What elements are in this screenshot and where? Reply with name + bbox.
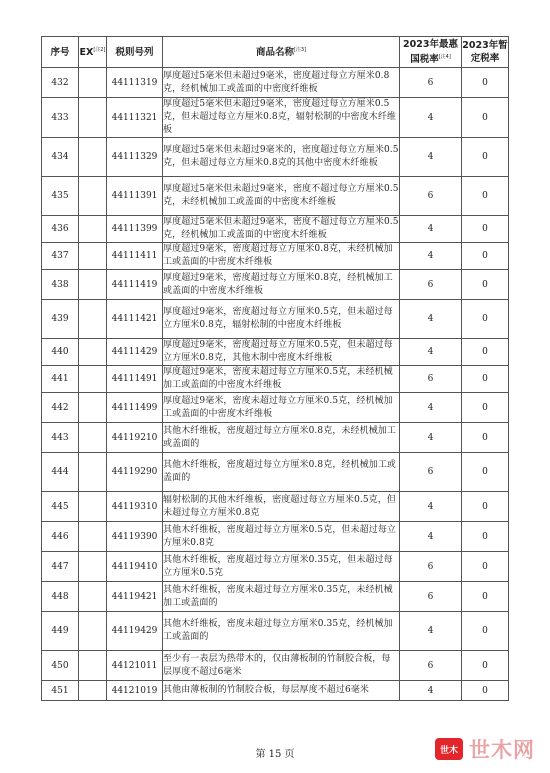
cell-code: 44111319 — [107, 68, 163, 98]
table-row — [42, 243, 509, 270]
table-row — [42, 138, 509, 177]
cell-mfn: 4 — [400, 522, 462, 552]
table-row — [42, 339, 509, 366]
cell-mfn: 4 — [400, 300, 462, 339]
table-row — [42, 216, 509, 243]
cell-ex — [79, 552, 107, 582]
cell-ex — [79, 582, 107, 612]
cell-ex — [79, 651, 107, 681]
cell-provisional: 0 — [462, 423, 509, 453]
cell-name: 其他由薄板制的竹制胶合板，每层厚度不超过6毫米 — [163, 681, 400, 701]
cell-provisional: 0 — [462, 651, 509, 681]
tariff-table — [41, 36, 509, 701]
cell-mfn: 4 — [400, 423, 462, 453]
cell-seq: 444 — [42, 453, 79, 492]
cell-ex — [79, 393, 107, 423]
cell-name: 其他木纤维板，密度超过每立方厘米0.8克，经机械加工或盖面的 — [163, 453, 400, 492]
cell-ex — [79, 681, 107, 701]
cell-mfn: 4 — [400, 138, 462, 177]
cell-ex — [79, 243, 107, 270]
cell-provisional: 0 — [462, 243, 509, 270]
cell-provisional: 0 — [462, 68, 509, 98]
table-row — [42, 492, 509, 522]
header-seq: 序号 — [42, 37, 79, 68]
cell-code: 44119290 — [107, 453, 163, 492]
cell-mfn: 4 — [400, 98, 462, 138]
cell-ex — [79, 366, 107, 393]
cell-name: 厚度超过9毫米，密度未超过每立方厘米0.5克，经机械加工或盖面的中密度木纤维板 — [163, 393, 400, 423]
cell-name: 厚度超过5毫米但未超过9毫米，密度超过每立方厘米0.8克，经机械加工或盖面的中密度纤维板 — [163, 68, 400, 98]
cell-mfn: 6 — [400, 68, 462, 98]
cell-ex — [79, 522, 107, 552]
cell-name: 至少有一表层为热带木的，仅由薄板制的竹制胶合板，每层厚度不超过6毫米 — [163, 651, 400, 681]
cell-mfn: 6 — [400, 651, 462, 681]
cell-provisional: 0 — [462, 552, 509, 582]
table-row — [42, 393, 509, 423]
cell-ex — [79, 423, 107, 453]
header-name-note: [注3] — [293, 47, 307, 54]
cell-code: 44111399 — [107, 216, 163, 243]
cell-code: 44119410 — [107, 552, 163, 582]
header-mfn-note: [注4] — [438, 53, 451, 60]
cell-provisional: 0 — [462, 522, 509, 552]
cell-ex — [79, 177, 107, 216]
cell-code: 44121019 — [107, 681, 163, 701]
header-code: 税则号列 — [107, 37, 163, 68]
cell-seq: 443 — [42, 423, 79, 453]
table-row — [42, 300, 509, 339]
table-row — [42, 552, 509, 582]
cell-seq: 436 — [42, 216, 79, 243]
cell-ex — [79, 453, 107, 492]
cell-mfn: 6 — [400, 270, 462, 300]
cell-name: 其他木纤维板，密度超过每立方厘米0.35克，但未超过每立方厘米0.5克 — [163, 552, 400, 582]
cell-seq: 434 — [42, 138, 79, 177]
cell-ex — [79, 270, 107, 300]
cell-mfn: 6 — [400, 177, 462, 216]
cell-name: 其他木纤维板，密度未超过每立方厘米0.35克，未经机械加工或盖面的 — [163, 582, 400, 612]
header-ex-note: [注2] — [93, 47, 106, 54]
cell-name: 厚度超过9毫米，密度超过每立方厘米0.5克，但未超过每立方厘米0.8克，其他木制中密度木纤维板 — [163, 339, 400, 366]
cell-mfn: 4 — [400, 612, 462, 651]
cell-provisional: 0 — [462, 270, 509, 300]
cell-provisional: 0 — [462, 366, 509, 393]
table-row — [42, 423, 509, 453]
cell-name: 厚度超过5毫米但未超过9毫米，密度超过每立方厘米0.5克，但未超过每立方厘米0.8克，辐射松制的中密度木纤维板 — [163, 98, 400, 138]
cell-mfn: 4 — [400, 243, 462, 270]
header-provisional: 2023年暂定税率 — [462, 37, 509, 68]
cell-code: 44111391 — [107, 177, 163, 216]
header-name: 商品名称[注3] — [163, 37, 400, 68]
cell-seq: 445 — [42, 492, 79, 522]
cell-ex — [79, 68, 107, 98]
cell-code: 44111421 — [107, 300, 163, 339]
cell-ex — [79, 216, 107, 243]
cell-seq: 440 — [42, 339, 79, 366]
cell-seq: 442 — [42, 393, 79, 423]
cell-code: 44119390 — [107, 522, 163, 552]
watermark — [435, 736, 535, 762]
cell-seq: 447 — [42, 552, 79, 582]
cell-ex — [79, 300, 107, 339]
cell-code: 44111491 — [107, 366, 163, 393]
cell-seq: 446 — [42, 522, 79, 552]
cell-ex — [79, 492, 107, 522]
cell-mfn: 6 — [400, 366, 462, 393]
cell-seq: 439 — [42, 300, 79, 339]
cell-mfn: 6 — [400, 582, 462, 612]
cell-code: 44119310 — [107, 492, 163, 522]
header-ex: EX[注2] — [79, 37, 107, 68]
table-body — [42, 68, 509, 701]
cell-mfn: 4 — [400, 216, 462, 243]
cell-ex — [79, 138, 107, 177]
cell-provisional: 0 — [462, 138, 509, 177]
cell-code: 44111411 — [107, 243, 163, 270]
cell-provisional: 0 — [462, 453, 509, 492]
cell-name: 厚度超过5毫米但未超过9毫米，密度不超过每立方厘米0.5克，未经机械加工或盖面的中密度木纤维板 — [163, 177, 400, 216]
cell-seq: 432 — [42, 68, 79, 98]
watermark-site-name: 世木网 — [469, 738, 535, 762]
table-row — [42, 177, 509, 216]
cell-seq: 438 — [42, 270, 79, 300]
cell-code: 44111329 — [107, 138, 163, 177]
table-row — [42, 522, 509, 552]
cell-provisional: 0 — [462, 681, 509, 701]
cell-name: 其他木纤维板，密度超过每立方厘米0.5克，但未超过每立方厘米0.8克 — [163, 522, 400, 552]
table-header-row — [42, 37, 509, 68]
cell-seq: 448 — [42, 582, 79, 612]
cell-seq: 451 — [42, 681, 79, 701]
table-row — [42, 68, 509, 98]
cell-code: 44119429 — [107, 612, 163, 651]
table-row — [42, 366, 509, 393]
cell-provisional: 0 — [462, 492, 509, 522]
cell-name: 厚度超过9毫米，密度超过每立方厘米0.5克，但未超过每立方厘米0.8克，辐射松制的中密度木纤维板 — [163, 300, 400, 339]
cell-provisional: 0 — [462, 612, 509, 651]
table-row — [42, 681, 509, 701]
cell-mfn: 4 — [400, 339, 462, 366]
watermark-logo-icon: 世木 — [435, 738, 463, 760]
cell-seq: 437 — [42, 243, 79, 270]
table-row — [42, 582, 509, 612]
table-row — [42, 612, 509, 651]
cell-code: 44111499 — [107, 393, 163, 423]
cell-mfn: 4 — [400, 681, 462, 701]
cell-provisional: 0 — [462, 300, 509, 339]
cell-ex — [79, 612, 107, 651]
cell-seq: 435 — [42, 177, 79, 216]
cell-provisional: 0 — [462, 582, 509, 612]
cell-code: 44119421 — [107, 582, 163, 612]
table-row — [42, 453, 509, 492]
cell-name: 其他木纤维板，密度未超过每立方厘米0.35克，经机械加工或盖面的 — [163, 612, 400, 651]
cell-name: 厚度超过9毫米，密度未超过每立方厘米0.5克，未经机械加工或盖面的中密度木纤维板 — [163, 366, 400, 393]
table-row — [42, 98, 509, 138]
cell-provisional: 0 — [462, 216, 509, 243]
table-row — [42, 651, 509, 681]
cell-name: 辐射松制的其他木纤维板，密度超过每立方厘米0.5克，但未超过每立方厘米0.8克 — [163, 492, 400, 522]
cell-seq: 433 — [42, 98, 79, 138]
cell-name: 厚度超过9毫米，密度超过每立方厘米0.8克，未经机械加工或盖面的中密度木纤维板 — [163, 243, 400, 270]
cell-seq: 450 — [42, 651, 79, 681]
cell-provisional: 0 — [462, 393, 509, 423]
page-number: 第 15 页 — [255, 749, 295, 760]
cell-provisional: 0 — [462, 98, 509, 138]
cell-mfn: 4 — [400, 492, 462, 522]
cell-mfn: 6 — [400, 453, 462, 492]
cell-seq: 449 — [42, 612, 79, 651]
cell-code: 44121011 — [107, 651, 163, 681]
cell-mfn: 6 — [400, 552, 462, 582]
cell-code: 44111429 — [107, 339, 163, 366]
header-mfn: 2023年最惠国税率[注4] — [400, 37, 462, 68]
cell-seq: 441 — [42, 366, 79, 393]
table-row — [42, 270, 509, 300]
cell-name: 厚度超过5毫米但未超过9毫米的，密度超过每立方厘米0.5克，但未超过每立方厘米0.8克的其他中密度木纤维板 — [163, 138, 400, 177]
cell-code: 44111419 — [107, 270, 163, 300]
cell-provisional: 0 — [462, 339, 509, 366]
cell-mfn: 4 — [400, 393, 462, 423]
cell-ex — [79, 98, 107, 138]
cell-ex — [79, 339, 107, 366]
cell-name: 厚度超过9毫米，密度超过每立方厘米0.8克，经机械加工或盖面的中密度木纤维板 — [163, 270, 400, 300]
cell-code: 44111321 — [107, 98, 163, 138]
cell-name: 其他木纤维板，密度超过每立方厘米0.8克，未经机械加工或盖面的 — [163, 423, 400, 453]
cell-code: 44119210 — [107, 423, 163, 453]
cell-provisional: 0 — [462, 177, 509, 216]
cell-name: 厚度超过5毫米但未超过9毫米，密度不超过每立方厘米0.5克，经机械加工或盖面的中密度木纤维板 — [163, 216, 400, 243]
